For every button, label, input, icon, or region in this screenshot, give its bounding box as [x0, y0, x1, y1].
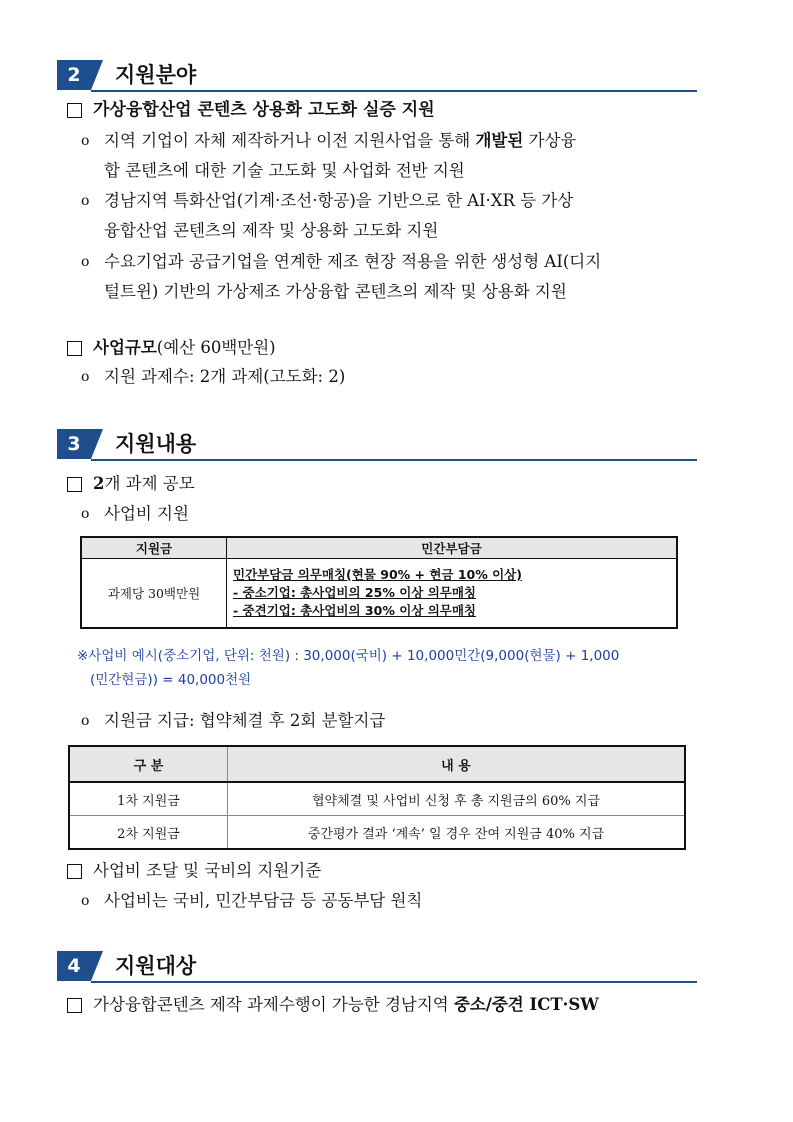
checkbox-square-icon	[67, 998, 82, 1013]
bullet-text: 융합산업 콘텐츠의 제작 및 상용화 고도화 지원	[104, 221, 439, 240]
section-tab-shape	[91, 60, 103, 90]
section-3-header	[57, 427, 697, 461]
section-title: 지원내용	[115, 432, 197, 456]
section-4-header	[57, 949, 697, 983]
item-title: 가상융합산업 콘텐츠 상용화 고도화 실증 지원	[93, 100, 435, 120]
bold-span: 2	[93, 474, 105, 493]
text-span: 가상융합콘텐츠 제작 과제수행이 가능한 경남지역	[93, 995, 454, 1014]
note-text: (민간현금)) = 40,000천원	[90, 672, 252, 688]
payment-table	[68, 745, 686, 850]
table-cell: 과제당 30백만원	[81, 559, 227, 629]
text-span: 개 과제 공모	[104, 474, 195, 493]
checkbox-square-icon	[67, 341, 82, 356]
funding-table	[80, 536, 678, 629]
section-rule	[91, 459, 697, 461]
text-span: (예산 60백만원)	[156, 338, 276, 357]
cell-line: 민간부담금 의무매칭(현물 90% + 현금 10% 이상)	[233, 567, 522, 582]
section-title: 지원대상	[115, 954, 197, 978]
table-header-row	[69, 746, 685, 782]
section-tab-shape	[91, 951, 103, 981]
item-title: 사업비 조달 및 국비의 지원기준	[93, 861, 322, 880]
circle-bullet-icon: o	[81, 369, 90, 385]
table-cell: 중간평가 결과 ‘계속’ 일 경우 잔여 지원금 40% 지급	[228, 816, 686, 850]
table-header-row	[81, 537, 677, 559]
circle-bullet-icon: o	[81, 713, 90, 729]
bullet-text: 사업비 지원	[104, 504, 189, 523]
bullet-text: 경남지역 특화산업(기계·조선·항공)을 기반으로 한 AI·XR 등 가상	[104, 191, 574, 210]
bold-span: 사업규모	[93, 338, 157, 357]
table-header: 민간부담금	[227, 537, 678, 559]
table-header: 구 분	[69, 746, 228, 782]
bullet-text: 지원 과제수: 2개 과제(고도화: 2)	[104, 367, 346, 386]
bold-span: 중소/중견 ICT·SW	[453, 995, 599, 1014]
bullet-text: 수요기업과 공급기업을 연계한 제조 현장 적용을 위한 생성형 AI(디지	[104, 252, 602, 271]
section-number: 3	[57, 429, 91, 459]
table-cell: 2차 지원금	[69, 816, 228, 850]
table-header: 지원금	[81, 537, 227, 559]
section-tab-shape	[91, 429, 103, 459]
section-number: 4	[57, 951, 91, 981]
bold-span: 개발된	[475, 131, 524, 150]
checkbox-square-icon	[67, 103, 82, 118]
table-row	[81, 559, 677, 629]
section-2-header	[57, 58, 697, 92]
table-cell: 협약체결 및 사업비 신청 후 총 지원금의 60% 지급	[228, 782, 686, 816]
bullet-text: 지원금 지급: 협약체결 후 2회 분할지급	[104, 711, 386, 730]
bullet-text: 합 콘텐츠에 대한 기술 고도화 및 사업화 전반 지원	[104, 161, 465, 180]
section-number: 2	[57, 60, 91, 90]
checkbox-square-icon	[67, 477, 82, 492]
cell-line: - 중소기업: 총사업비의 25% 이상 의무매칭	[233, 585, 476, 600]
table-header: 내 용	[228, 746, 686, 782]
section-title: 지원분야	[115, 63, 197, 87]
circle-bullet-icon: o	[81, 506, 90, 522]
cell-line: - 중견기업: 총사업비의 30% 이상 의무매칭	[233, 603, 476, 618]
section-rule	[91, 981, 697, 983]
item-title	[93, 333, 276, 363]
table-row	[69, 782, 685, 816]
item-title	[93, 469, 195, 499]
table-row	[69, 816, 685, 850]
section-rule	[91, 90, 697, 92]
circle-bullet-icon: o	[81, 133, 90, 149]
circle-bullet-icon: o	[81, 254, 90, 270]
circle-bullet-icon: o	[81, 893, 90, 909]
bullet-text	[104, 126, 576, 156]
bullet-text: 털트윈) 기반의 가상제조 가상융합 콘텐츠의 제작 및 상용화 지원	[104, 282, 567, 301]
table-cell: 1차 지원금	[69, 782, 228, 816]
table-cell	[227, 559, 678, 629]
bullet-text: 사업비는 국비, 민간부담금 등 공동부담 원칙	[104, 891, 423, 910]
item-title	[93, 990, 599, 1020]
note-text: ※사업비 예시(중소기업, 단위: 천원) : 30,000(국비) + 10,000민간(9,000(현물) + 1,000	[77, 648, 620, 664]
text-span: 가상융	[523, 131, 577, 150]
text-span: 지역 기업이 자체 제작하거나 이전 지원사업을 통해	[104, 131, 476, 150]
checkbox-square-icon	[67, 864, 82, 879]
circle-bullet-icon: o	[81, 193, 90, 209]
